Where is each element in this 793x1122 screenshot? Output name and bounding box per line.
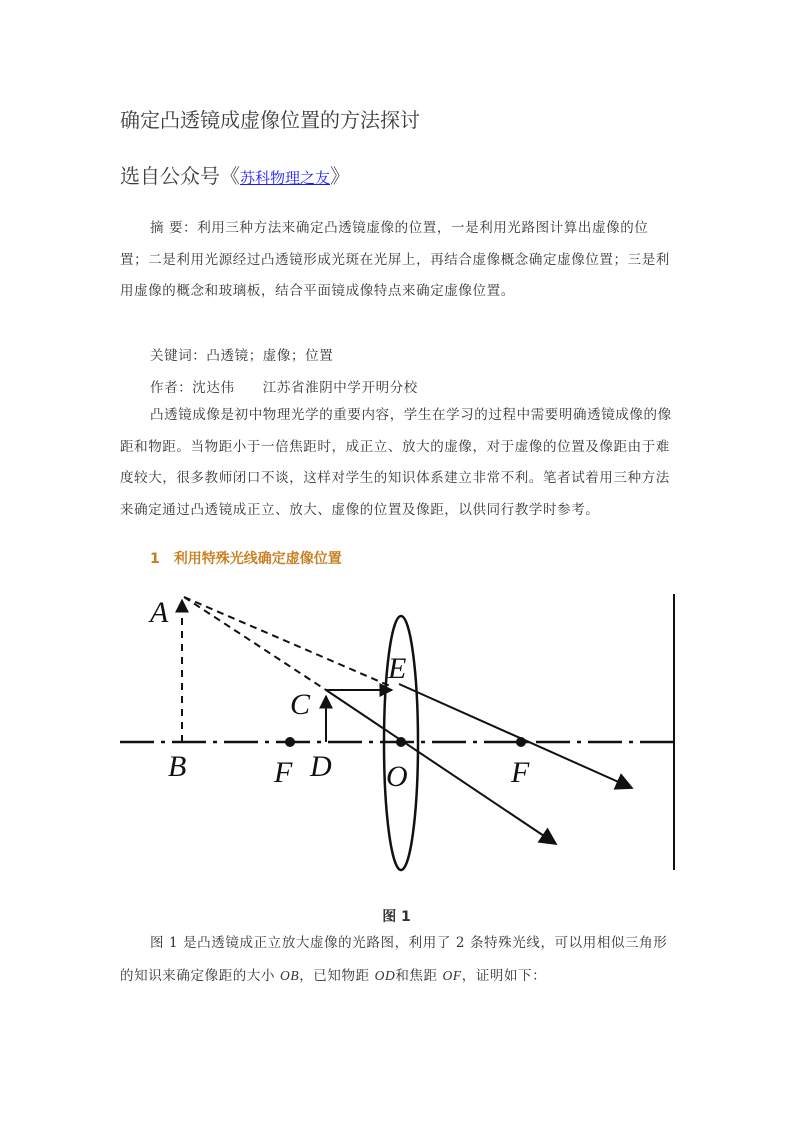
proof-text-4: ，证明如下： (461, 967, 547, 984)
figure-caption: 图 1 (382, 909, 411, 925)
author: 作者：沈达伟 江苏省淮阴中学开明分校 (150, 380, 418, 396)
page-title: 确定凸透镜成虚像位置的方法探讨 (120, 108, 420, 132)
abstract: 摘 要：利用三种方法来确定凸透镜虚像的位置，一是利用光路图计算出虚像的位置；二是利用光源经过凸透镜形成光斑在光屏上，再结合虚像概念确定虚像位置；三是利用虚像的概念和玻璃板，结合平面镜成像特点来确定虚像位置。 (120, 220, 670, 299)
label-a: A (150, 596, 169, 629)
extension-line-ac (184, 597, 326, 690)
source-link[interactable]: 苏科物理之友 (240, 169, 331, 187)
label-f-right: F (511, 756, 530, 789)
source-prefix: 选自公众号《 (120, 164, 240, 188)
section-heading-1: 1 利用特殊光线确定虚像位置 (150, 551, 342, 567)
label-d: D (310, 750, 332, 783)
intro-paragraph: 凸透镜成像是初中物理光学的重要内容，学生在学习的过程中需要明确透镜成像的像距和物距。当物距小于一倍焦距时，成正立、放大的虚像，对于虚像的位置及像距由于难度较大，很多教师闭口不谈，这样对学生的知识体系建立非常不利。笔者试着用三种方法来确定通过凸透镜成正立、放大、虚像的位置及像距，以供同行教学时参考。 (120, 407, 672, 518)
focal-point-right (516, 737, 526, 747)
var-of: OF (442, 967, 462, 983)
ray-diagram (0, 580, 793, 890)
source-suffix: 》 (330, 164, 351, 188)
var-od: OD (374, 967, 396, 983)
label-o: O (386, 760, 408, 793)
proof-text-3: 和焦距 (395, 967, 443, 984)
extension-line-ae (184, 597, 390, 686)
proof-text-2: ，已知物距 (299, 967, 375, 984)
proof-text-1: 图 1 是凸透镜成正立放大虚像的光路图，利用了 2 条特殊光线，可以用相似三角形的知识来确定像距的大小 (120, 935, 668, 984)
label-e: E (388, 652, 407, 685)
label-b: B (168, 750, 187, 783)
keywords: 关键词：凸透镜；虚像；位置 (150, 348, 334, 364)
label-c: C (290, 688, 311, 721)
focal-point-left (285, 737, 295, 747)
source-line (120, 160, 350, 189)
optical-center (396, 737, 406, 747)
proof-intro-paragraph (120, 928, 675, 992)
var-ob: OB (280, 967, 300, 983)
label-f-left: F (274, 756, 293, 789)
